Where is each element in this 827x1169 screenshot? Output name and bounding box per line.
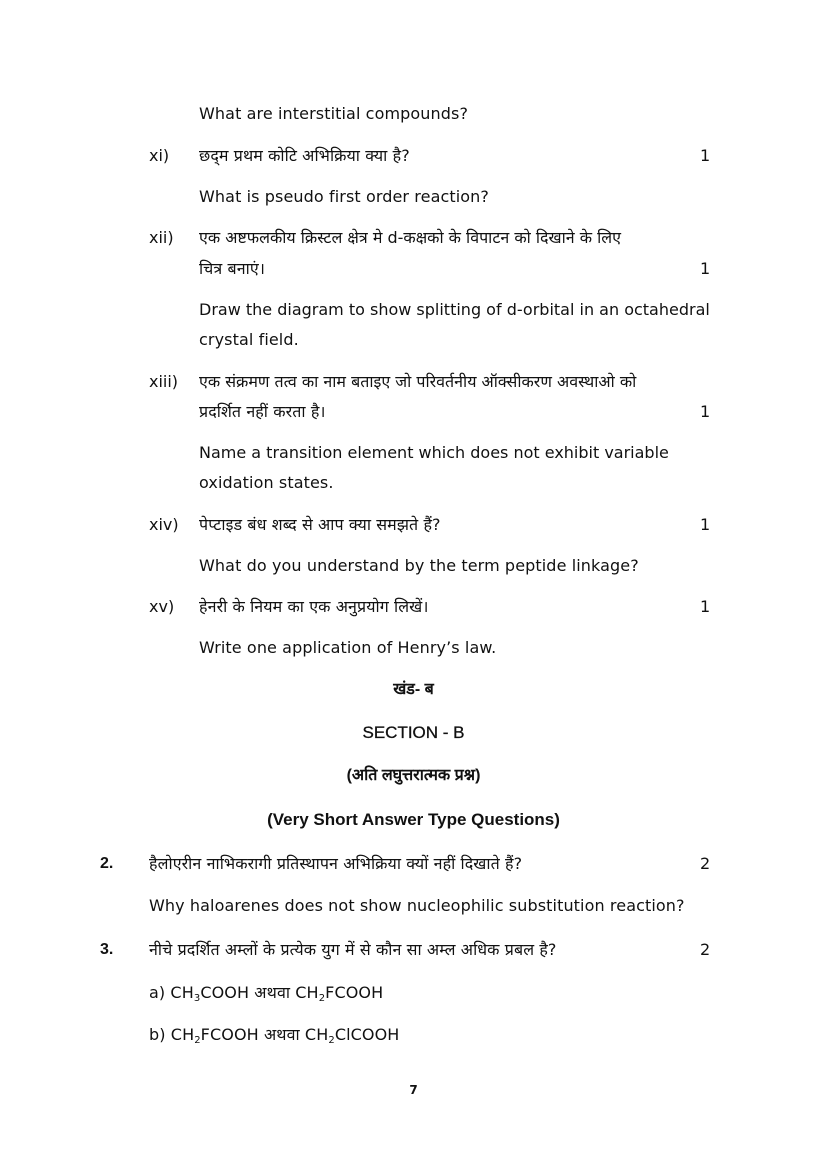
question-xi-number: xi) <box>149 146 170 165</box>
question-3-option-a: a) $CH_3COOH$ अथवा $CH_2FCOOH$ <box>149 983 384 1004</box>
question-3-hindi: नीचे प्रदर्शित अम्लों के प्रत्येक युग में से कौन सा अम्ल अधिक प्रबल है? <box>149 940 557 959</box>
question-xiii-hindi-line2: प्रदर्शित नहीं करता है। <box>199 402 326 421</box>
question-xiii-hindi-line1: एक संक्रमण तत्व का नाम बताइए जो परिवर्तनीय ऑक्सीकरण अवस्थाओ को <box>199 372 637 391</box>
question-2-number: 2. <box>100 855 114 872</box>
section-subtitle-hindi: (अति लघुत्तरात्मक प्रश्न) <box>346 767 481 784</box>
question-2-marks: 2 <box>700 854 711 873</box>
question-xv-number: xv) <box>149 597 175 616</box>
question-3-option-b: b) $CH_2FCOOH$ अथवा $CH_2ClCOOH$ <box>149 1025 400 1046</box>
question-x-english: What are interstitial compounds? <box>199 104 469 123</box>
option-b-label: b) <box>149 1025 166 1044</box>
question-xiv-hindi: पेप्टाइड बंध शब्द से आप क्या समझते हैं? <box>199 515 441 534</box>
question-xiii-english-line1: Name a transition element which does not exhibit variable <box>199 443 669 462</box>
question-xv-hindi: हेनरी के नियम का एक अनुप्रयोग लिखें। <box>199 597 429 616</box>
question-2-english: Why haloarenes does not show nucleophilic substitution reaction? <box>149 896 685 915</box>
section-title-english: SECTION - B <box>362 723 465 742</box>
question-xi-marks: 1 <box>700 146 711 165</box>
question-xii-marks: 1 <box>700 259 711 278</box>
question-xiii-english-line2: oxidation states. <box>199 473 334 492</box>
page-number: 7 <box>409 1083 418 1097</box>
question-xi-hindi: छद्‌म प्रथम कोटि अभिक्रिया क्या है? <box>199 146 410 165</box>
question-3-marks: 2 <box>700 940 711 959</box>
option-a-label: a) <box>149 983 166 1002</box>
question-xiv-english: What do you understand by the term peptide linkage? <box>199 556 639 575</box>
question-xii-number: xii) <box>149 228 174 247</box>
section-subtitle-english: (Very Short Answer Type Questions) <box>267 810 560 829</box>
question-xiii-marks: 1 <box>700 402 711 421</box>
question-xii-hindi-line2: चित्र बनाएं। <box>199 259 265 278</box>
question-xi-english: What is pseudo first order reaction? <box>199 187 490 206</box>
question-xii-hindi-line1: एक अष्टफलकीय क्रिस्टल क्षेत्र मे d-कक्षको के विपाटन को दिखाने के लिए <box>199 228 621 247</box>
question-xv-english: Write one application of Henry’s law. <box>199 638 497 657</box>
section-title-hindi: खंड- ब <box>393 681 434 698</box>
question-3-number: 3. <box>100 941 114 958</box>
question-xiii-number: xiii) <box>149 372 179 391</box>
option-b-joiner: अथवा <box>263 1025 300 1044</box>
question-xv-marks: 1 <box>700 597 711 616</box>
question-xiv-number: xiv) <box>149 515 179 534</box>
question-xiv-marks: 1 <box>700 515 711 534</box>
question-xii-english-line2: crystal field. <box>199 330 299 349</box>
option-a-joiner: अथवा <box>254 983 291 1002</box>
question-2-hindi: हैलोएरीन नाभिकरागी प्रतिस्थापन अभिक्रिया क्यों नहीं दिखाते हैं? <box>149 854 523 873</box>
question-xii-english-line1: Draw the diagram to show splitting of d-orbital in an octahedral <box>199 300 710 319</box>
